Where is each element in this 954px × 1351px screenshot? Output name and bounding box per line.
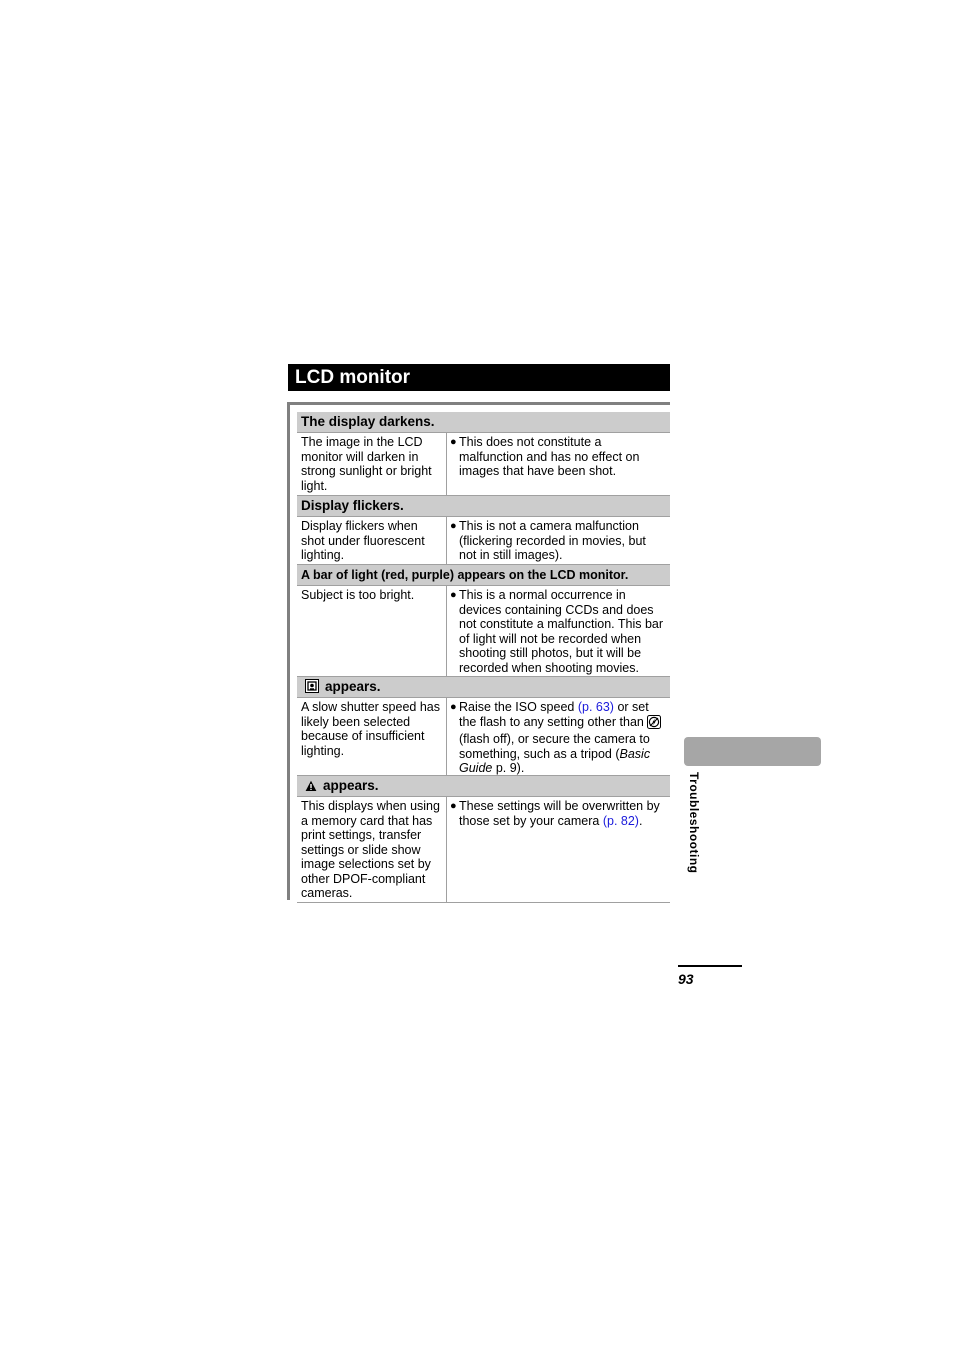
cause-cell: Subject is too bright.: [297, 586, 447, 676]
solution-text-part: These settings will be overwritten by those set by your camera: [459, 799, 660, 828]
page-ref-link[interactable]: (p. 63): [577, 700, 614, 714]
solution-cell: [447, 586, 670, 676]
heading-text: appears.: [323, 778, 379, 793]
solution-text-part: Raise the ISO speed: [459, 700, 578, 714]
solution-text: [459, 700, 666, 775]
page-number-rule: [678, 965, 742, 967]
solution-text: [459, 799, 666, 898]
bullet-icon: ●: [450, 436, 457, 448]
flash-off-icon: [647, 715, 661, 733]
bullet-icon: ●: [450, 800, 457, 812]
solution-cell: [447, 517, 670, 564]
heading-text: appears.: [325, 679, 381, 694]
table-row: [297, 698, 670, 776]
section-heading: [297, 776, 670, 797]
table-row: [297, 586, 670, 677]
section-title: LCD monitor: [288, 364, 670, 391]
solution-text: This does not constitute a malfunction and has no effect on images that have been shot.: [459, 435, 640, 478]
frame-top-rule: [287, 402, 670, 405]
camera-shake-icon: [305, 679, 319, 698]
cause-cell: This displays when using a memory card that has print settings, transfer settings or slide show image selections set by other DPOF-compliant cameras.: [297, 797, 447, 902]
solution-cell: [447, 797, 670, 902]
bullet-icon: ●: [450, 701, 457, 713]
section-heading: Display flickers.: [297, 496, 670, 517]
table-row: [297, 797, 670, 903]
troubleshooting-table: [297, 412, 670, 903]
solution-text-part: p. 9).: [492, 761, 525, 775]
section-heading: A bar of light (red, purple) appears on the LCD monitor.: [297, 565, 670, 586]
section-heading: The display darkens.: [297, 412, 670, 433]
solution-cell: [447, 698, 670, 775]
solution-cell: [447, 433, 670, 495]
page-ref-link[interactable]: (p. 82): [602, 813, 639, 828]
solution-text-part: or set the flash to any setting other than: [459, 700, 649, 729]
cause-cell: A slow shutter speed has likely been selected because of insufficient lighting.: [297, 698, 447, 775]
chapter-tab-label: Troubleshooting: [687, 772, 701, 874]
table-row: [297, 517, 670, 565]
cause-cell: The image in the LCD monitor will darken in strong sunlight or bright light.: [297, 433, 447, 495]
section-heading: [297, 677, 670, 698]
chapter-tab: [684, 737, 821, 766]
page-number: 93: [678, 971, 694, 987]
solution-text: This is a normal occurrence in devices containing CCDs and does not constitute a malfunction. This bar of light will not be recorded when shooting still photos, but it will be recorded when shooting movies.: [459, 588, 664, 675]
bullet-icon: ●: [450, 520, 457, 532]
bullet-icon: ●: [450, 589, 457, 601]
table-row: [297, 433, 670, 496]
frame-left-rule: [287, 403, 290, 900]
cause-cell: Display flickers when shot under fluorescent lighting.: [297, 517, 447, 564]
warning-icon: [305, 778, 317, 797]
solution-text-part: (flash off), or secure the camera to something, such as a tripod (: [459, 732, 650, 761]
solution-text: This is not a camera malfunction (flickering recorded in movies, but not in still images).: [459, 519, 646, 562]
solution-text-part: .: [638, 813, 643, 828]
book-title: Basic Guide: [459, 746, 651, 775]
